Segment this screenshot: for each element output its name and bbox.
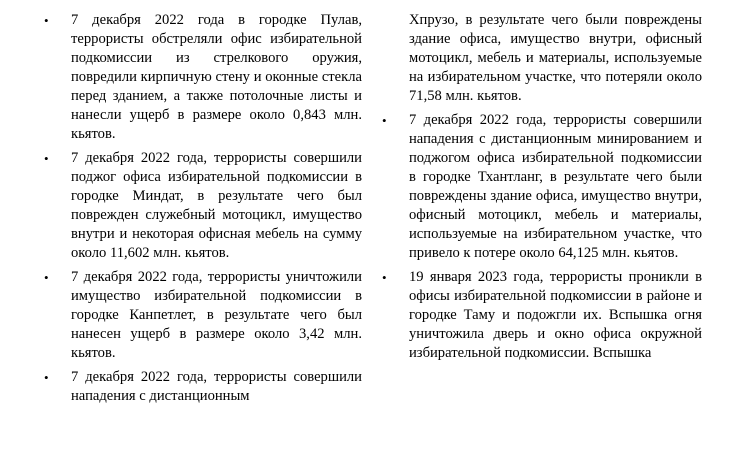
list-item-text: 7 декабря 2022 года, террористы совершили нападения с дистанционным минированием и поджогом офиса избирательной подкомиссии в городке Тхантланг, в результате чего были повреждены здание офиса, имущество внутри, офисный мотоцикл, мебель и материалы, используемые на избирательном участке, что привело к потере около 64,125 млн. кьятов. — [409, 112, 702, 261]
left-column — [40, 11, 362, 411]
list-item — [40, 11, 362, 144]
bullet-icon: • — [382, 270, 387, 285]
bullet-icon: • — [382, 113, 387, 128]
list-item — [382, 111, 702, 263]
bullet-icon: • — [44, 370, 49, 385]
list-item-text: 7 декабря 2022 года, террористы уничтожили имущество избирательной подкомиссии в городке Канпетлет, в результате чего был нанесен ущерб в размере около 3,42 млн. кьятов. — [71, 269, 362, 361]
list-item — [40, 268, 362, 363]
list-item-text: 7 декабря 2022 года, террористы совершили поджог офиса избирательной подкомиссии в городке Миндат, в результате чего был поврежден служебный мотоцикл, имущество внутри и некоторая офисная мебель на сумму около 11,602 млн. кьятов. — [71, 150, 362, 261]
bullet-icon: • — [44, 270, 49, 285]
list-item — [382, 268, 702, 363]
bullet-icon: • — [44, 13, 49, 28]
bullet-icon: • — [44, 151, 49, 166]
list-item-continuation — [388, 11, 702, 106]
list-item-text: Хпрузо, в результате чего были повреждены здание офиса, имущество внутри, офисный мотоцикл, мебель и материалы, используемые на избирательном участке, что потеряли около 71,58 млн. кьятов. — [409, 12, 702, 104]
list-item-text: 7 декабря 2022 года в городке Пулав, террористы обстреляли офис избирательной подкомиссии из стрелкового оружия, повредили кирпичную стену и оконные стекла перед зданием, а также потолочные листы и нанесли ущерб в размере около 0,843 млн. кьятов. — [71, 12, 362, 142]
list-item — [40, 149, 362, 263]
list-item-text: 7 декабря 2022 года, террористы совершили нападения с дистанционным — [71, 369, 362, 404]
list-item-text: 19 января 2023 года, террористы проникли в офисы избирательной подкомиссии в районе и городке Таму и подожгли их. Вспышка огня уничтожила дверь и окно офиса окружной избирательной подкомиссии. Вспышка — [409, 269, 702, 361]
right-column — [382, 11, 702, 368]
list-item — [40, 368, 362, 406]
